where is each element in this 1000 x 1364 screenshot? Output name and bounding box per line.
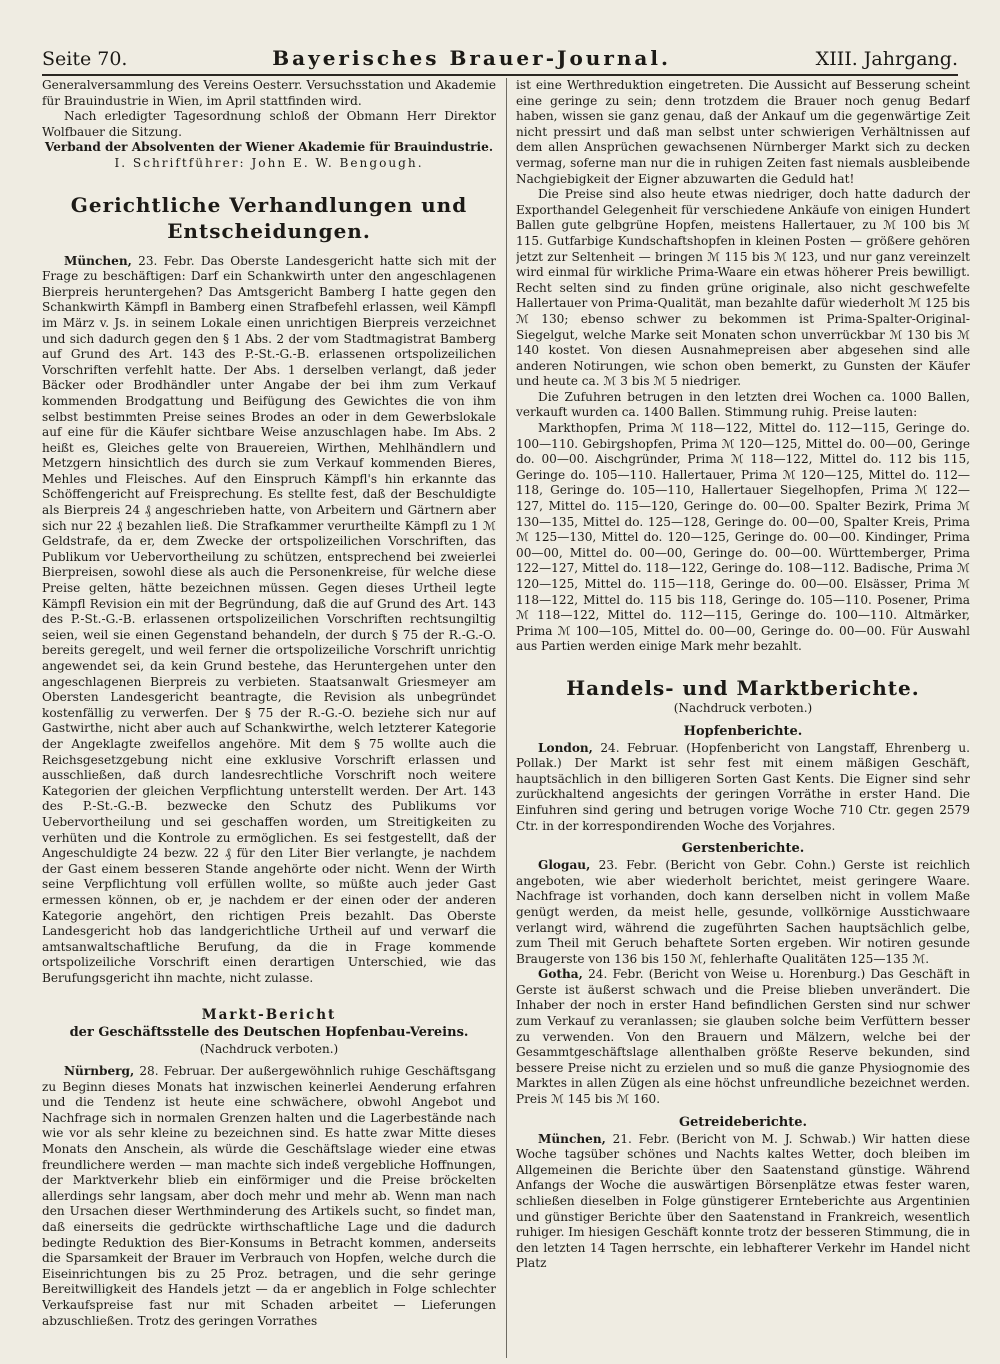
left-column xyxy=(42,78,496,1358)
dateline-place: München, xyxy=(538,1131,606,1146)
report-text: 24. Febr. (Bericht von Weise u. Horenburg.) Das Geschäft in Gerste ist äußerst schwach und die Preise blieben unverändert. Die Inhaber der noch in erster Hand befindlichen Gersten sind nur schwer zum Verkauf zu veranlassen; sie glauben solche beim Verfüttern besser zu verwenden. Von den Brauern und Mälzern, welche bei der Gesammtgeschäftslage allenthalben größte Reserve bekunden, sind bessere Preise nicht zu erzielen und so muß die ganze Physiognomie des Marktes in allen Zügen als eine höchst unfreundliche bezeichnet werden. Preis ℳ 145 bis ℳ 160. xyxy=(516,967,970,1107)
report-gotha xyxy=(516,967,970,1107)
right-column xyxy=(516,78,970,1358)
secretary-signature: I. Schriftführer: John E. W. Bengough. xyxy=(114,155,424,170)
dateline-place: London, xyxy=(538,740,593,755)
dateline-place: München, xyxy=(64,253,132,268)
journal-title: Bayerisches Brauer-Journal. xyxy=(272,46,671,70)
report-text: 21. Febr. (Bericht von M. J. Schwab.) Wir hatten diese Woche tagsüber schönes und Nachts kaltes Wetter, doch bleiben im Allgemeinen die Berichte über den Saatenstand günstige. Während Anfangs der Woche die auswärtigen Börsenplätze etwas fester waren, schließen dieselben in Folge günstigerer Ernteberichte aus Argentinien und günstiger Berichte über den Saatenstand in Frankreich, wesentlich ruhiger. Im hiesigen Geschäft konnte trotz der besseren Stimmung, die in den letzten 14 Tagen herrschte, ein lebhafterer Verkehr im Handel nicht Platz xyxy=(516,1131,970,1271)
page-header xyxy=(42,28,958,76)
subheading-barley: Gerstenberichte. xyxy=(681,841,805,857)
court-report-text: 23. Febr. Das Oberste Landesgericht hatte sich mit der Frage zu beschäftigen: Darf ein Schankwirth unter den angeschlagenen Bierpreis heruntergehen? Das Amtsgericht Bamberg I hatte gegen den Schankwirth Kämpfl in Bamberg einen Strafbefehl erlassen, weil Kämpfl im März v. Js. in seinem Lokale einen unrichtigen Bierpreis verzeichnet und sich dadurch gegen den § 1 Abs. 2 der vom Stadtmagistrat Bamberg auf Grund des Art. 143 des P.-St.-G.-B. erlassenen ortspolizeilichen Vorschriften verfehlt hatte. Der Abs. 1 derselben verlangt, daß jeder Bäcker oder Brodhändler unter Angabe der bei ihm zum Verkauf kommenden Brodgattung und Beifügung des Gewichtes die von ihm selbst bestimmten Preise seines Brodes an oder in dem Gewerbslokale auf eine für die Käufer sichtbare Weise anzuschlagen habe. Im Abs. 2 heißt es, Gleiches gelte von Brauereien, Wirthen, Mehlhändlern und Metzgern hinsichtlich des durch sie zum Verkauf kommenden Bieres, Mehles und Fleisches. Auf den Einspruch Kämpfl's hin erkannte das Schöffengericht auf Freisprechung. Es stellte fest, daß der Beschuldigte als Bierpreis 24 ₰ angeschrieben hatte, von Arbeitern und Gärtnern aber sich nur 22 ₰ bezahlen ließ. Die Strafkammer verurtheilte Kämpfl zu 1 ℳ Geldstrafe, da er, dem Zwecke der ortspolizeilichen Vorschriften, das Publikum vor Uebervortheilung zu schützen, entsprechend bei zweierlei Bierpreisen, sowohl diese als auch die Personenkreise, für welche diese Preise gelten, hätte bezeichnen müssen. Gegen dieses Urtheil legte Kämpfl Revision ein mit der Begründung, daß die auf Grund des Art. 143 des P.-St.-G.-B. erlassenen ortspolizeilichen Vorschriften rechtsungiltig seien, weil sie einen Gegenstand behandeln, der durch § 75 der R.-G.-O. bereits geregelt, und weil ferner die ortspolizeiliche Vorschrift unrichtig angewendet sei, da kein Grund bestehe, das Heruntergehen unter den angeschlagenen Bierpreis zu verbieten. Staatsanwalt Griesmeyer am Obersten Landesgericht beantragte, die Revision als unbegründet kostenfällig zu verwerfen. Der § 75 der R.-G.-O. beziehe sich nur auf Gastwirthe, nicht aber auch auf Schankwirthe, welch letzterer Kategorie der Angeklagte zweifellos angehöre. Mit dem § 75 wollte auch die Reichsgesetzgebung nicht eine exklusive Vorschrift erlassen und ausschließen, daß durch landesrechtliche Vorschrift noch weitere Kategorien der gleichen Verpflichtung unterstellt werden. Der Art. 143 des P.-St.-G.-B. bezwecke den Schutz des Publikums vor Uebervortheilung und sei geschaffen worden, um Streitigkeiten zu verhüten und die Kontrole zu ermöglichen. Es sei festgestellt, daß der Angeschuldigte 24 bezw. 22 ₰ für den Liter Bier verlangte, je nachdem der Gast einem besseren Stande angehörte oder nicht. Wenn der Wirth seine Verpflichtung voll erfüllen wollte, so müßte auch jeder Gast ermessen können, ob er, je nachdem er der einen oder der anderen Kategorie angehört, den richtigen Preis bezahlt. Das Oberste Landesgericht hob das landgerichtliche Urtheil auf und verwarf die amtsanwaltschaftliche Berufung, da die in Frage kommende ortspolizeiliche Vorschrift einen derartigen Unterschied, wie das Berufungsgericht ihn machte, nicht zulasse. xyxy=(42,253,496,985)
reprint-note: (Nachdruck verboten.) xyxy=(199,1042,339,1057)
column-divider xyxy=(506,78,507,1358)
association-name: Verband der Absolventen der Wiener Akademie für Brauindustrie. xyxy=(44,140,494,155)
market-report-text: 28. Februar. Der außergewöhnlich ruhige Geschäftsgang zu Beginn dieses Monats hat inzwischen keinerlei Aenderung erfahren und die Tendenz ist heute eine schwächere, obwohl Angebot und Nachfrage sich in normalen Grenzen halten und die Lagerbestände nach wie vor als sehr kleine zu bezeichnen sind. Es hatte zwar Mitte dieses Monats den Anschein, als würde die Geschäftslage wieder eine etwas freundlichere werden — man machte sich indeß vergebliche Hoffnungen, der Marktverkehr blieb ein einförmiger und die Preise bröckelten allerdings sehr langsam, aber doch mehr und mehr ab. Wenn man nach den Ursachen dieser Werthminderung des Artikels sucht, so findet man, daß einerseits die gedrückte wirthschaftliche Lage und die dadurch bedingte Reduktion des Bier-Konsums in Betracht kommen, anderseits die Sparsamkeit der Brauer im Verbrauch von Hopfen, welche durch die Eiseinrichtungen bis zu 25 Proz. betragen, und die sehr geringe Bereitwilligkeit des Handels jetzt — da er angeblich in Folge schlechter Verkaufspreise fast nur mit Schaden arbeitet — Lieferungen abzuschließen. Trotz des geringen Vorrathes xyxy=(42,1064,496,1328)
paragraph: Generalversammlung des Vereins Oesterr. Versuchsstation und Akademie für Brauindustrie in Wien, im April stattfinden wird. xyxy=(42,78,496,108)
dateline-place: Gotha, xyxy=(538,967,583,982)
section-heading-trade: Handels- und Marktberichte. xyxy=(566,675,920,700)
market-report xyxy=(42,1064,496,1329)
court-report xyxy=(42,254,496,987)
market-subheading: der Geschäftsstelle des Deutschen Hopfenbau-Vereins. xyxy=(69,1025,469,1041)
volume-year: XIII. Jahrgang. xyxy=(815,48,958,70)
price-list: Markthopfen, Prima ℳ 118—122, Mittel do. 112—115, Geringe do. 100—110. Gebirgshopfen, Prima ℳ 120—125, Mittel do. 00—00, Geringe do. 00—00. Aischgründer, Prima ℳ 118—122, Mittel do. 112 bis 115, Geringe do. 105—110. Hallertauer, Prima ℳ 120—125, Mittel do. 112—118, Geringe do. 105—110, Hallertauer Siegelhopfen, Prima ℳ 122—127, Mittel do. 115—120, Geringe do. 00—00. Spalter Bezirk, Prima ℳ 130—135, Mittel do. 125—128, Geringe do. 00—00, Spalter Kreis, Prima ℳ 125—130, Mittel do. 120—125, Geringe do. 00—00. Kindinger, Prima 00—00, Mittel do. 00—00, Geringe do. 00—00. Württemberger, Prima 122—127, Mittel do. 118—122, Geringe do. 108—112. Badische, Prima ℳ 120—125, Mittel do. 115—118, Geringe do. 00—00. Elsässer, Prima ℳ 118—122, Mittel do. 115 bis 118, Geringe do. 105—110. Posener, Prima ℳ 118—122, Mittel do. 112—115, Geringe do. 100—110. Altmärker, Prima ℳ 100—105, Mittel do. 00—00, Geringe do. 00—00. Für Auswahl aus Partien werden einige Mark mehr bezahlt. xyxy=(516,421,970,654)
page-number: Seite 70. xyxy=(42,48,128,70)
report-glogau xyxy=(516,858,970,967)
report-london xyxy=(516,741,970,835)
dateline-place: Nürnberg, xyxy=(64,1064,135,1079)
reprint-note: (Nachdruck verboten.) xyxy=(673,700,813,715)
paragraph: Die Preise sind also heute etwas niedriger, doch hatte dadurch der Exporthandel Gelegenheit für verschiedene Ankäufe von einigen Hundert Ballen gute gelbgrüne Hopfen, meistens Hallertauer, zu ℳ 100 bis ℳ 115. Gutfarbige Kundschaftshopfen in kleinen Posten — größere gehören jetzt zur Seltenheit — bringen ℳ 115 bis ℳ 123, und nur ganz vereinzelt wird einmal für wirkliche Prima-Waare ein etwas höherer Preis bewilligt. Recht selten sind zu finden grüne originale, also nicht geschwefelte Hallertauer von Prima-Qualität, man bezahlte dafür wiederholt ℳ 125 bis ℳ 130; ebenso schwer zu bekommen ist Prima-Spalter-Original-Siegelgut, welche Marke seit Monaten schon unverrückbar ℳ 130 bis ℳ 140 kostet. Von diesen Ausnahmepreisen aber abgesehen sind alle anderen Notirungen, wie schon oben bemerkt, zu Gunsten der Käufer und heute ca. ℳ 3 bis ℳ 5 niedriger. xyxy=(516,187,970,389)
section-heading-market: Markt-Bericht xyxy=(201,1007,337,1024)
report-text: 23. Febr. (Bericht von Gebr. Cohn.) Gerste ist reichlich angeboten, wie aber wiederholt berichtet, meist geringere Waare. Nachfrage ist vorhanden, doch kann derselben nicht in vollem Maße genügt werden, da meist helle, gesunde, vollkörnige Ausstichwaare verlangt wird, während die zugeführten Sachen hauptsächlich gelbe, zum Theil mit Geruch behaftete Sorten ergeben. Wir notiren gesunde Braugerste von 136 bis 150 ℳ, fehlerhafte Qualitäten 125—135 ℳ. xyxy=(516,858,970,966)
paragraph: Nach erledigter Tagesordnung schloß der Obmann Herr Direktor Wolfbauer die Sitzung. xyxy=(42,109,496,139)
section-heading-court: Gerichtliche Verhandlungen und Entscheidungen. xyxy=(70,192,468,243)
paragraph: Die Zufuhren betrugen in den letzten drei Wochen ca. 1000 Ballen, verkauft wurden ca. 1400 Ballen. Stimmung ruhig. Preise lauten: xyxy=(516,389,970,420)
subheading-hops: Hopfenberichte. xyxy=(683,723,803,739)
paragraph: ist eine Werthreduktion eingetreten. Die Aussicht auf Besserung scheint eine geringe zu sein; denn trotzdem die Brauer noch genug Bedarf haben, wissen sie ganz genau, daß der Ankauf um die gegenwärtige Zeit nicht pressirt und daß man selbst unter schwierigen Verhältnissen auf dem allen Ansprüchen gewachsenen Nürnberger Markt sich zu decken vermag, soferne man nur die in ruhigen Zeiten fast niemals ausbleibende Nachgiebigkeit der Eigner abzuwarten die Geduld hat! xyxy=(516,78,970,186)
report-munich xyxy=(516,1132,970,1272)
report-text: 24. Februar. (Hopfenbericht von Langstaff, Ehrenberg u. Pollak.) Der Markt ist sehr fest mit einem mäßigen Geschäft, hauptsächlich in den billigeren Sorten Gast Kents. Die Eigner sind sehr zurückhaltend angesichts der geringen Vorräthe in erster Hand. Die Einfuhren sind gering und betrugen vorige Woche 710 Ctr. gegen 2579 Ctr. in der korrespondirenden Woche des Vorjahres. xyxy=(516,740,970,833)
dateline-place: Glogau, xyxy=(538,858,591,873)
subheading-grain: Getreideberichte. xyxy=(678,1114,808,1130)
